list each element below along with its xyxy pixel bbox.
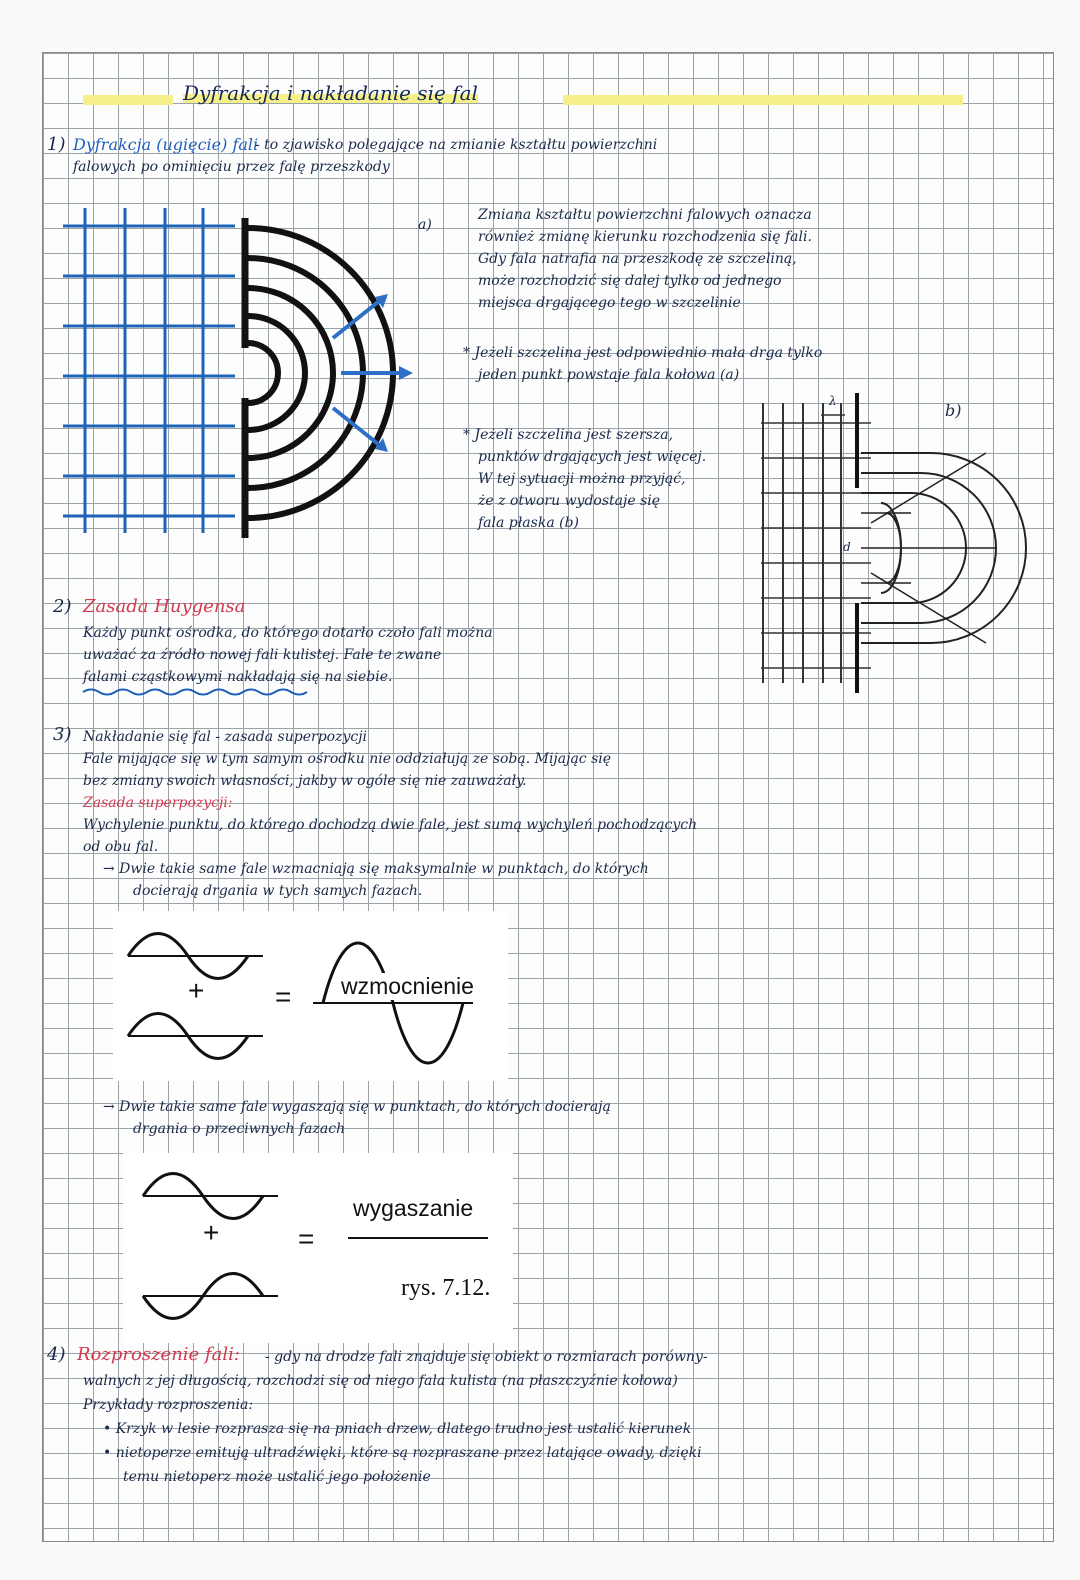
s1-para1-l1: Zmiana kształtu powierzchni falowych oznacza	[478, 207, 812, 223]
s1-para2-l2: jeden punkt powstaje fala kołowa (a)	[478, 367, 740, 383]
section1-line1: - to zjawisko polegające na zmianie kształtu powierzchni	[255, 137, 658, 153]
s2-line3: falami cząstkowymi nakładają się na siebie.	[83, 669, 393, 685]
s1-para3-l3: W tej sytuacji można przyjąć,	[478, 471, 686, 487]
s4-example1: • Krzyk w lesie rozprasza się na pniach drzew, dlatego trudno jest ustalić kierunek	[103, 1421, 692, 1437]
s1-para3-l2: punktów drgających jest więcej.	[478, 449, 707, 465]
label-d: d	[843, 540, 851, 554]
s1-para3-l5: fala płaska (b)	[478, 515, 580, 531]
plus-sign-1: +	[188, 975, 205, 1006]
s1-para3-l4: że z otworu wydostaje się	[478, 493, 661, 509]
s2-line2: uważać za źródło nowej fali kulistej. Fale te zwane	[83, 647, 442, 663]
destructive-wave-top	[143, 1171, 283, 1221]
s3-line1: Fale mijające się w tym samym ośrodku nie oddziałują ze sobą. Mijając się	[83, 751, 612, 767]
s4-example2-text: nietoperze emitują ultradźwięki, które są rozpraszane przez latające owady, dzięki	[115, 1445, 702, 1461]
diffraction-diagram-a	[63, 198, 473, 548]
s1-para1-l5: miejsca drgającego tego w szczelinie	[478, 295, 741, 311]
s1-para1-l4: może rozchodzić się dalej tylko od jednego	[478, 273, 782, 289]
equals-sign-1: =	[275, 981, 292, 1012]
destructive-label: wygaszanie	[353, 1195, 474, 1221]
s2-wavy-underline	[83, 687, 313, 697]
notebook-page	[42, 52, 1054, 1542]
constructive-wave-bottom	[128, 1011, 268, 1061]
section4-heading: Rozproszenie fali:	[77, 1344, 240, 1365]
s3-subheading: Zasada superpozycji:	[83, 795, 233, 811]
s3-bullet2-l1: → Dwie takie same fale wygaszają się w punktach, do których docierają	[103, 1099, 611, 1115]
section1-line2: falowych po ominięciu przez falę przeszkody	[73, 159, 390, 175]
s1-para1-l3: Gdy fala natrafia na przeszkodę ze szczeliną,	[478, 251, 797, 267]
s4-example2: • nietoperze emitują ultradźwięki, które są rozpraszane przez latające owady, dzięki	[103, 1445, 702, 1461]
diffraction-diagram-b	[761, 393, 1001, 693]
s4-example1-text: Krzyk w lesie rozprasza się na pniach drzew, dlatego trudno jest ustalić kierunek	[115, 1421, 692, 1437]
s3-sub-line1: Wychylenie punktu, do którego dochodzą dwie fale, jest sumą wychyleń pochodzących	[83, 817, 698, 833]
constructive-label: wzmocnienie	[341, 973, 474, 999]
constructive-wave-result	[313, 943, 473, 1063]
section1-number: 1)	[47, 134, 66, 155]
s3-bullet1-l1: → Dwie takie same fale wzmacniają się maksymalnie w punktach, do których	[103, 861, 649, 877]
section3-heading: Nakładanie się fal - zasada superpozycji	[83, 729, 368, 745]
s3-line2: bez zmiany swoich własności, jakby w ogóle się nie zauważały.	[83, 773, 527, 789]
s2-line1: Każdy punkt ośrodka, do którego dotarło czoło fali można	[83, 625, 493, 641]
label-b: b)	[945, 401, 962, 420]
s4-line1: - gdy na drodze fali znajduje się obiekt o rozmiarach porówny-	[265, 1349, 708, 1365]
s4-example2-cont: temu nietoperz może ustalić jego położenie	[123, 1469, 431, 1485]
label-lambda: λ	[829, 394, 837, 408]
destructive-result-line	[348, 1237, 488, 1239]
s1-para3-l1: * Jeżeli szczelina jest szersza,	[463, 427, 674, 443]
s3-bullet2-l2: drgania o przeciwnych fazach	[133, 1121, 346, 1137]
constructive-wave-top	[128, 931, 268, 981]
page-title: Dyfrakcja i nakładanie się fal	[183, 81, 478, 105]
s3-sub-line2: od obu fal.	[83, 839, 159, 855]
s1-para2-l1: * Jeżeli szczelina jest odpowiednio mała drga tylko	[463, 345, 823, 361]
destructive-wave-bottom	[143, 1271, 283, 1321]
plus-sign-2: +	[203, 1217, 220, 1248]
title-highlight-right	[563, 95, 963, 105]
s1-para1-l2: również zmianę kierunku rozchodzenia się fali.	[478, 229, 812, 245]
section2-heading: Zasada Huygensa	[83, 596, 246, 617]
s4-line2: walnych z jej długością, rozchodzi się od niego fala kulista (na płaszczyźnie kołowa)	[83, 1373, 678, 1389]
figure-caption: rys. 7.12.	[401, 1275, 491, 1301]
s3-bullet1-l2: docierają drgania w tych samych fazach.	[133, 883, 423, 899]
title-highlight-left	[83, 95, 173, 105]
s4-examples-title: Przykłady rozproszenia:	[83, 1397, 254, 1413]
section2-number: 2)	[53, 596, 72, 617]
label-a: a)	[418, 217, 432, 233]
section4-number: 4)	[47, 1344, 66, 1365]
section3-number: 3)	[53, 724, 72, 745]
section1-heading: Dyfrakcja (ugięcie) fali	[73, 135, 259, 154]
equals-sign-2: =	[298, 1223, 315, 1254]
